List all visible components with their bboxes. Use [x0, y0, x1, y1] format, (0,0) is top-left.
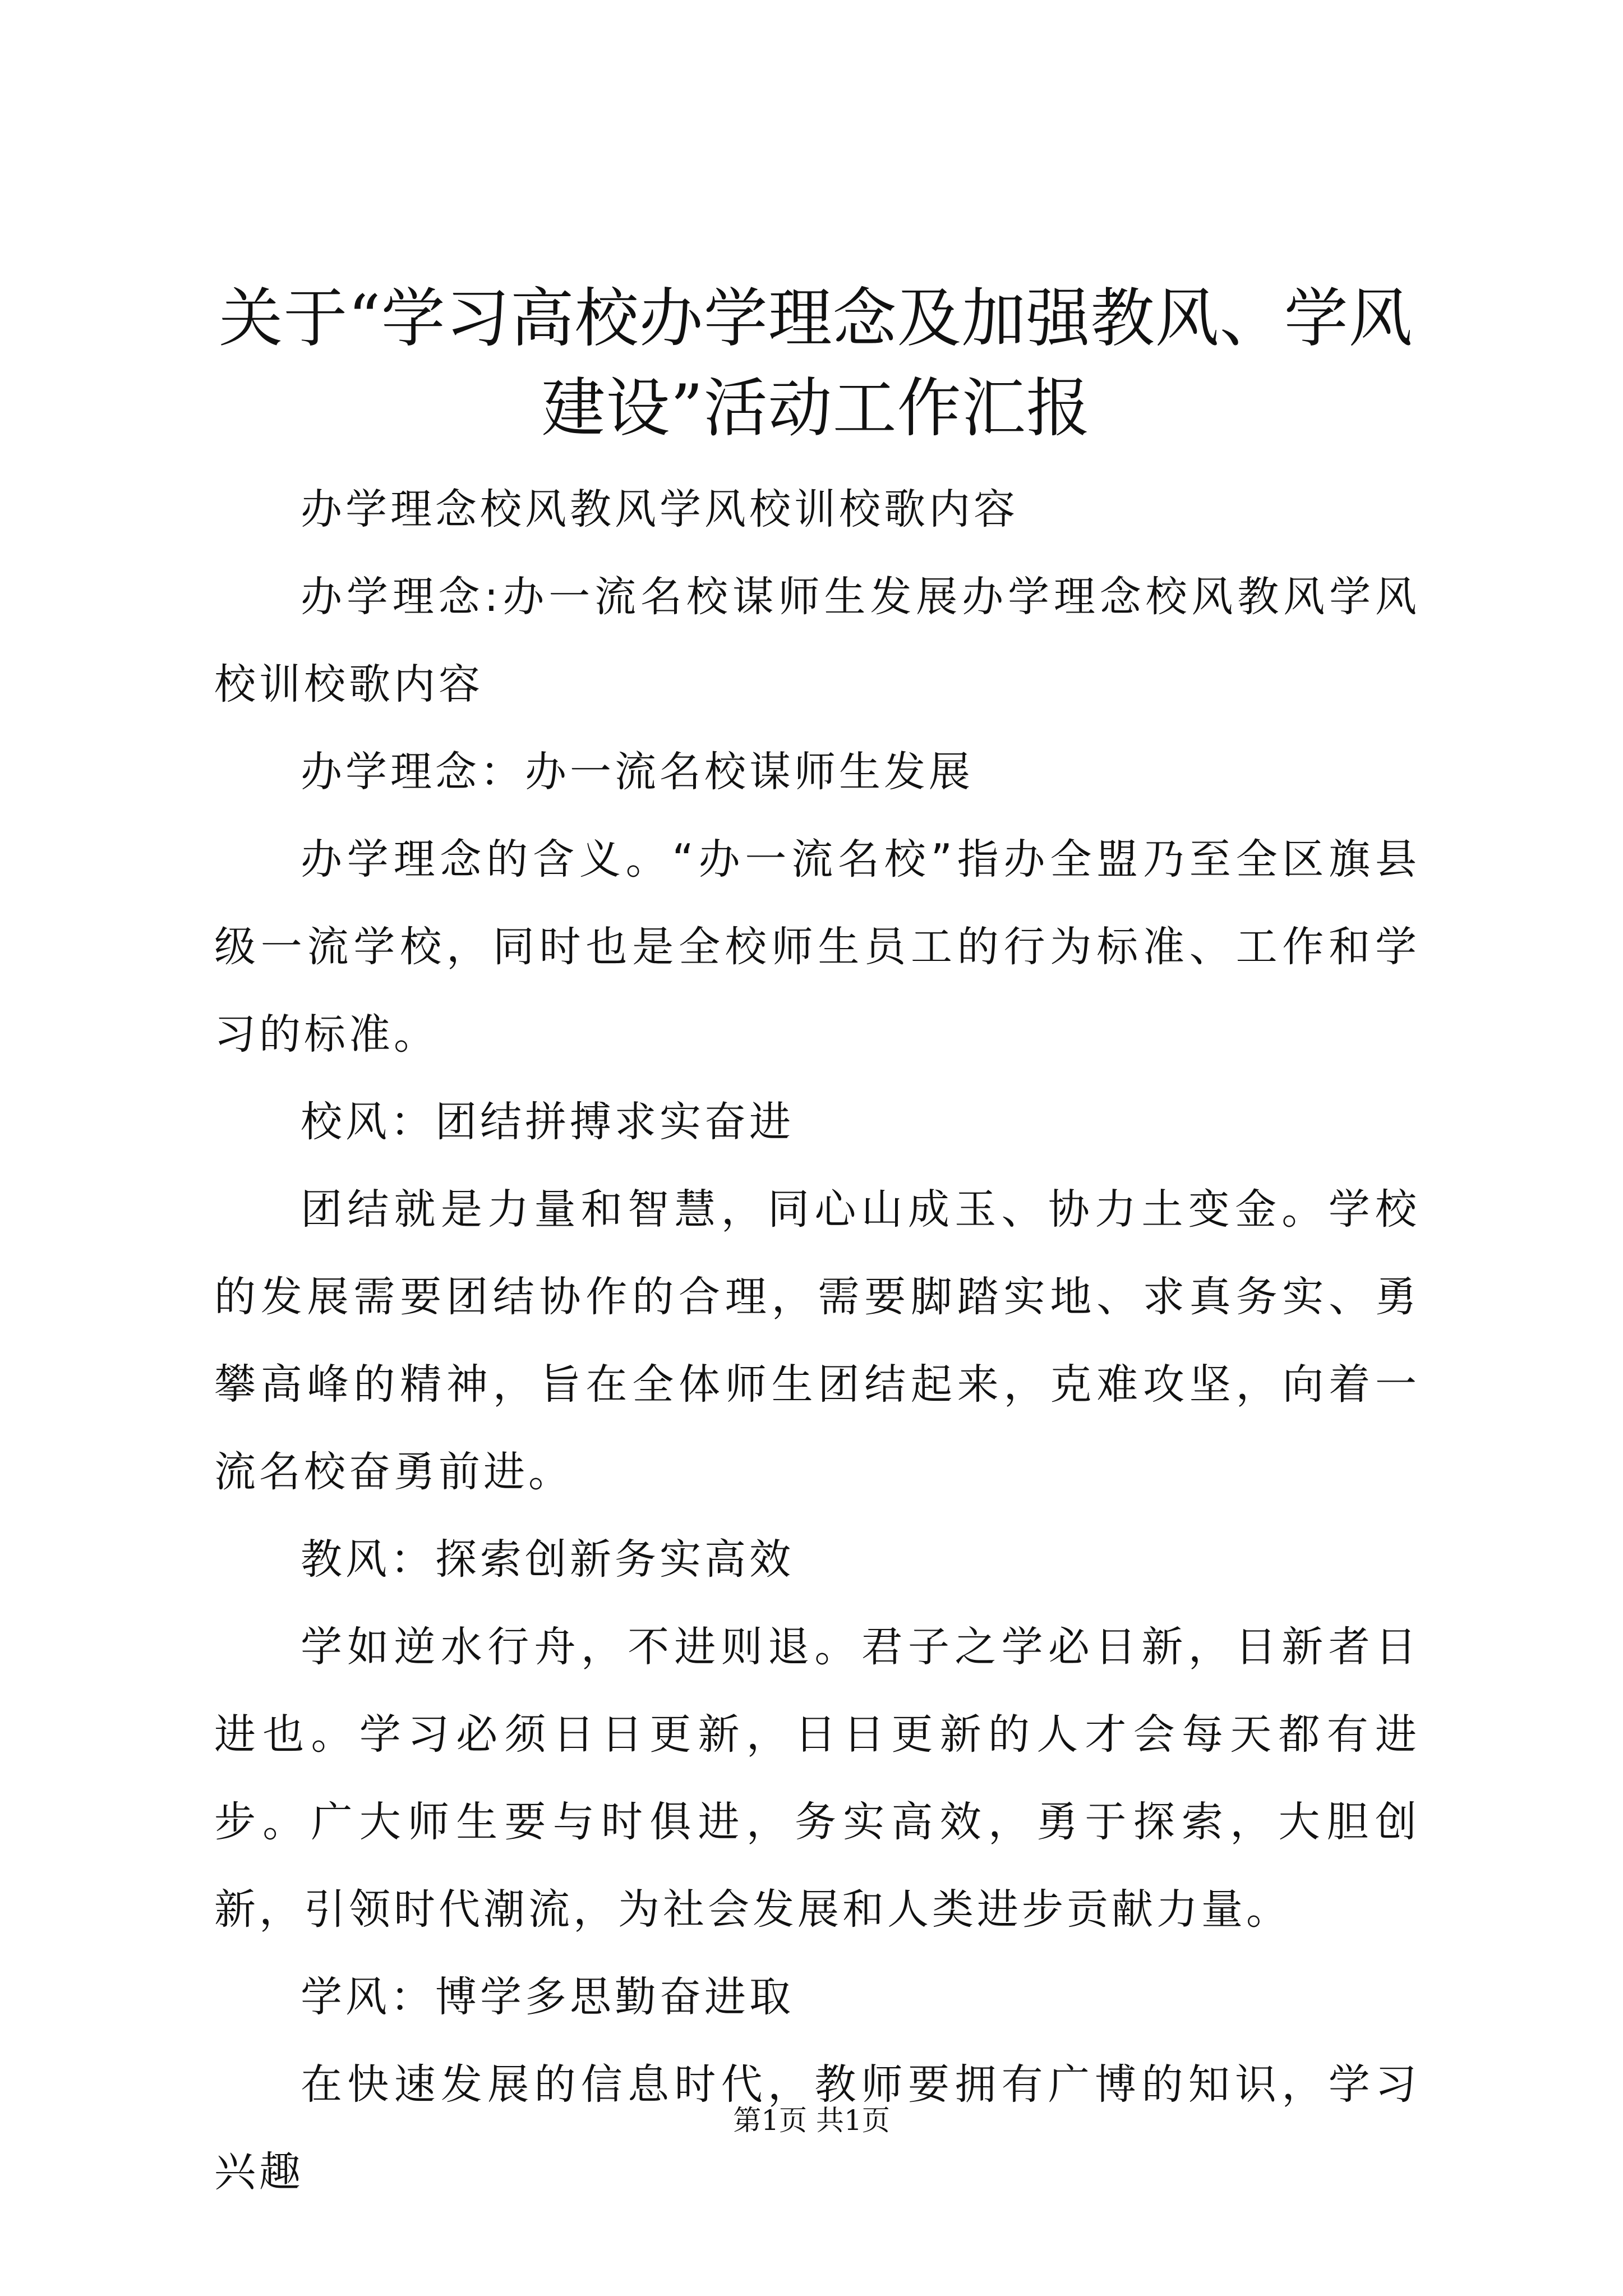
paragraph: 办学理念的含义。“办一流名校”指办全盟乃至全区旗县级一流学校，同时也是全校师生员工的行为标准、工作和学习的标准。	[214, 835, 1420, 1059]
paragraph: 学风：博学多思勤奋进取	[301, 1973, 794, 2021]
paragraph: 教风：探索创新务实高效	[301, 1535, 794, 1584]
document-title: 关于“学习高校办学理念及加强教风、学风建设”活动工作汇报	[219, 281, 1413, 445]
paragraph: 校风：团结拼搏求实奋进	[301, 1098, 794, 1146]
paragraph: 团结就是力量和智慧，同心山成玉、协力土变金。学校的发展需要团结协作的合理，需要脚踏实地、求真务实、勇攀高峰的精神，旨在全体师生团结起来，克难攻坚，向着一流名校奋勇前进。	[214, 1185, 1420, 1496]
paragraph: 在快速发展的信息时代，教师要拥有广博的知识，学习兴趣	[214, 2060, 1420, 2196]
page-number-footer: 第1页 共1页	[733, 2104, 890, 2137]
paragraph: 办学理念:办一流名校谋师生发展办学理念校风教风学风校训校歌内容	[214, 573, 1420, 708]
paragraph: 办学理念：办一流名校谋师生发展	[301, 748, 974, 796]
paragraph: 学如逆水行舟，不进则退。君子之学必日新，日新者日进也。学习必须日日更新，日日更新的人才会每天都有进步。广大师生要与时俱进，务实高效，勇于探索，大胆创新，引领时代潮流，为社会发展和人类进步贡献力量。	[214, 1623, 1420, 1934]
paragraph: 办学理念校风教风学风校训校歌内容	[301, 485, 1018, 533]
document-body	[214, 466, 1420, 2216]
